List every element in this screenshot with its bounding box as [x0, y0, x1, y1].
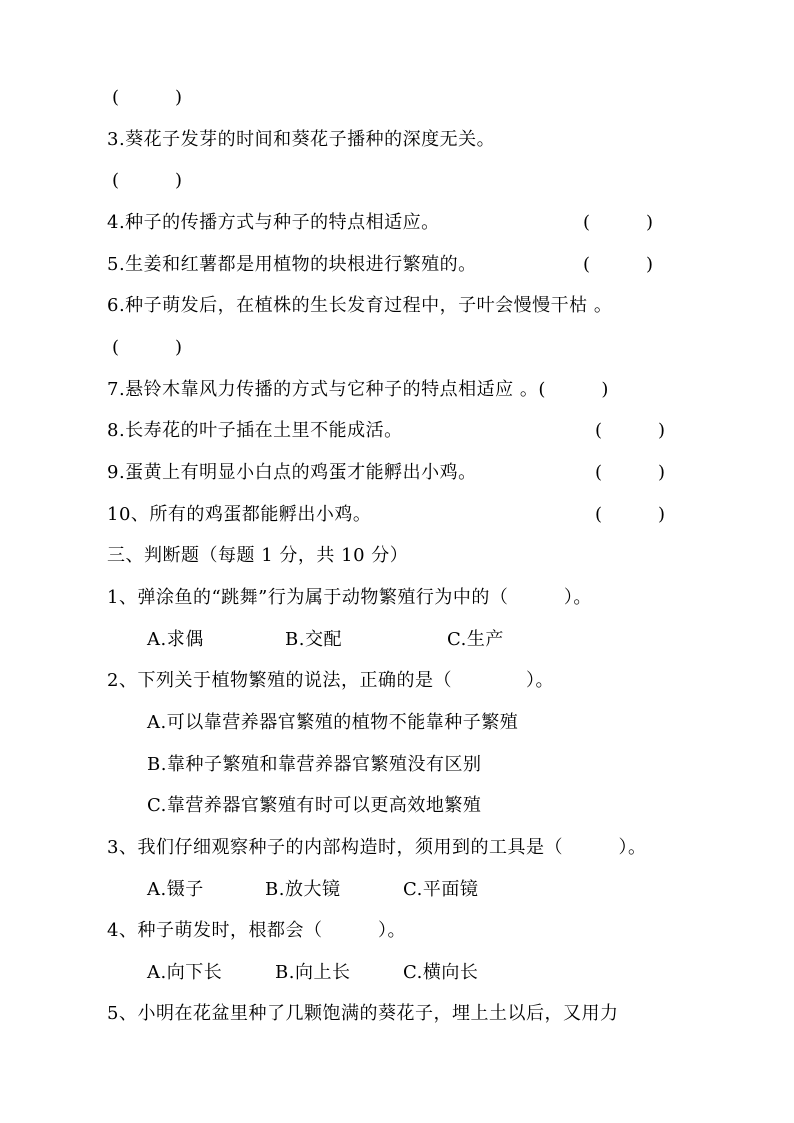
tf-item-9: 9.蛋黄上有明显小白点的鸡蛋才能孵出小鸡。 [107, 462, 477, 483]
answer-bracket: ( ) [583, 254, 654, 275]
answer-bracket: ( ) [112, 337, 183, 358]
tf-item-4: 4.种子的传播方式与种子的特点相适应。 [107, 212, 440, 233]
section-title: 三、判断题（每题 1 分，共 10 分） [107, 545, 409, 566]
question-stem: 2、下列关于植物繁殖的说法，正确的是（ ）。 [107, 670, 554, 691]
answer-bracket: ( ) [583, 212, 654, 233]
question-stem: 5、小明在花盆里种了几颗饱满的葵花子，埋上土以后，又用力 [107, 1003, 619, 1024]
tf-item-3: 3.葵花子发芽的时间和葵花子播种的深度无关。 [107, 129, 496, 150]
option-a: A.向下长 [147, 962, 223, 983]
option-c: C.靠营养器官繁殖有时可以更高效地繁殖 [147, 795, 482, 816]
answer-bracket: ( ) [595, 504, 666, 525]
option-b: B.交配 [285, 629, 342, 650]
option-b: B.靠种子繁殖和靠营养器官繁殖没有区别 [147, 754, 482, 775]
answer-bracket: ( ) [595, 420, 666, 441]
tf-item-6: 6.种子萌发后，在植株的生长发育过程中，子叶会慢慢干枯 。 [107, 295, 613, 316]
answer-bracket: ( ) [112, 170, 183, 191]
tf-item-5: 5.生姜和红薯都是用植物的块根进行繁殖的。 [107, 254, 477, 275]
question-stem: 3、我们仔细观察种子的内部构造时，须用到的工具是（ ）。 [107, 837, 647, 858]
option-b: B.向上长 [275, 962, 351, 983]
option-c: C.生产 [447, 629, 504, 650]
option-c: C.横向长 [403, 962, 479, 983]
question-stem: 1、弹涂鱼的“跳舞”行为属于动物繁殖行为中的（ ）。 [107, 587, 592, 608]
option-b: B.放大镜 [265, 879, 341, 900]
question-stem: 4、种子萌发时，根都会（ ）。 [107, 920, 406, 941]
answer-bracket: ( ) [595, 462, 666, 483]
tf-item-8: 8.长寿花的叶子插在土里不能成活。 [107, 420, 403, 441]
option-a: A.镊子 [147, 879, 204, 900]
option-a: A.求偶 [147, 629, 204, 650]
tf-item-10: 10、所有的鸡蛋都能孵出小鸡。 [107, 504, 372, 525]
option-a: A.可以靠营养器官繁殖的植物不能靠种子繁殖 [147, 712, 519, 733]
answer-bracket: ( ) [112, 87, 183, 108]
option-c: C.平面镜 [403, 879, 479, 900]
tf-item-7: 7.悬铃木靠风力传播的方式与它种子的特点相适应 。( ) [107, 379, 609, 400]
